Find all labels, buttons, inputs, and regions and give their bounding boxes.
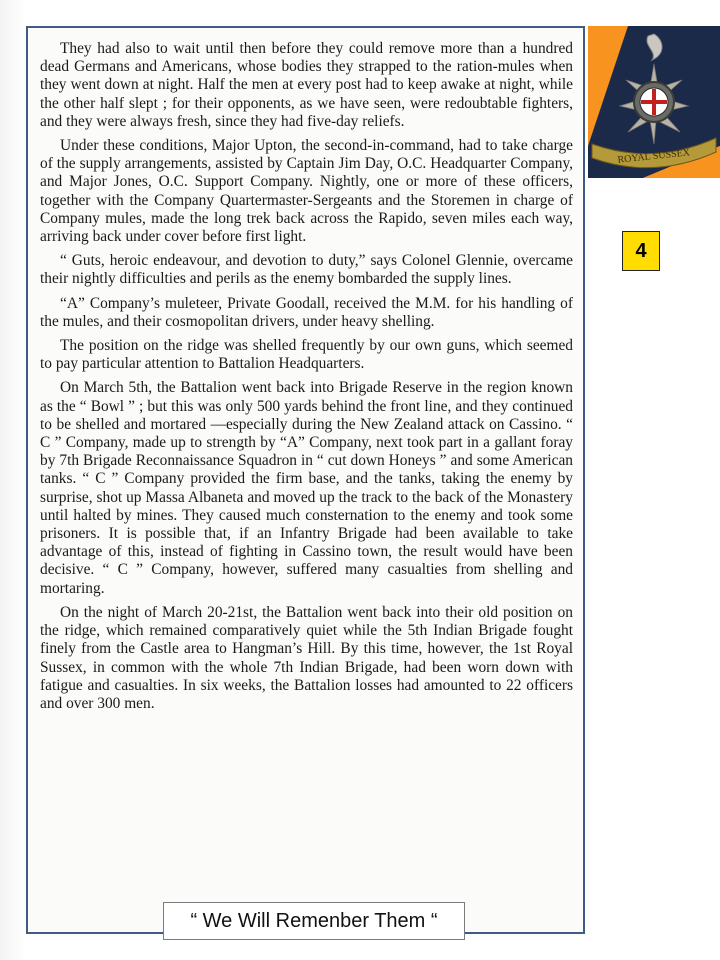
paragraph: The position on the ridge was shelled frequently by our own guns, which seemed to pay particular attention to Battalion Headquarters.	[40, 337, 573, 373]
page-body-text	[40, 40, 573, 719]
badge-motto: ROYAL SUSSEX	[617, 147, 691, 166]
paragraph: “A” Company’s muleteer, Private Goodall, received the M.M. for his handling of the mules, and their cosmopolitan drivers, under heavy shelling.	[40, 294, 573, 330]
page-number-badge: 4	[622, 231, 660, 271]
paragraph: Under these conditions, Major Upton, the second-in-command, had to take charge of the supply arrangements, assisted by Captain Jim Day, O.C. Headquarter Company, and Major Jones, O.C. Support Company. Nightly, one or more of these officers, together with the Company Quartermaster-Sergeants and the Storemen in charge of Company mules, made the long trek back across the Rapido, seven miles each way, arriving back under cover before first light.	[40, 137, 573, 246]
memorial-caption: “ We Will Remenber Them “	[163, 902, 465, 940]
paragraph: On March 5th, the Battalion went back into Brigade Reserve in the region known as the “ Bowl ” ; but this was only 500 yards behind the front line, and they continued to be shelled and mortared —especially during the New Zealand attack on Cassino. “ C ” Company, made up to strength by “A” Company, next took part in a gallant foray by 7th Brigade Reconnaissance Squadron in “ cut down Honeys ” and some American tanks. “ C ” Company provided the firm base, and the tanks, taking the enemy by surprise, shot up Massa Albaneta and moved up the track to the back of the Monastery until halted by mines. They caused much consternation to the enemy and took some prisoners. It is possible that, if an Infantry Brigade had been available to take advantage of this, instead of fighting in Cassino town, the result would have been decisive. “ C ” Company, however, suffered many casualties from shelling and mortaring.	[40, 379, 573, 597]
scanned-page	[26, 26, 585, 934]
paragraph: They had also to wait until then before they could remove more than a hundred dead Germans and Americans, whose bodies they strapped to the ration-mules when they went down at night. Half the men at every post had to keep awake at night, while the other half slept ; for their opponents, as we have seen, were redoubtable fighters, and they were always fresh, since they had five-day reliefs.	[40, 40, 573, 130]
scan-margin-shadow	[0, 0, 26, 960]
paragraph: On the night of March 20-21st, the Battalion went back into their old position on the ridge, which remained comparatively quiet while the 5th Indian Brigade fought finely from the Castle area to Hangman’s Hill. By this time, however, the 1st Royal Sussex, in common with the whole 7th Indian Brigade, had been worn down with fatigue and casualties. In six weeks, the Battalion losses had amounted to 22 officers and over 300 men.	[40, 603, 573, 712]
regimental-badge	[588, 26, 720, 178]
cap-badge-icon	[588, 26, 720, 178]
paragraph: “ Guts, heroic endeavour, and devotion to duty,” says Colonel Glennie, overcame their nightly difficulties and perils as the enemy bombarded the supply lines.	[40, 252, 573, 288]
